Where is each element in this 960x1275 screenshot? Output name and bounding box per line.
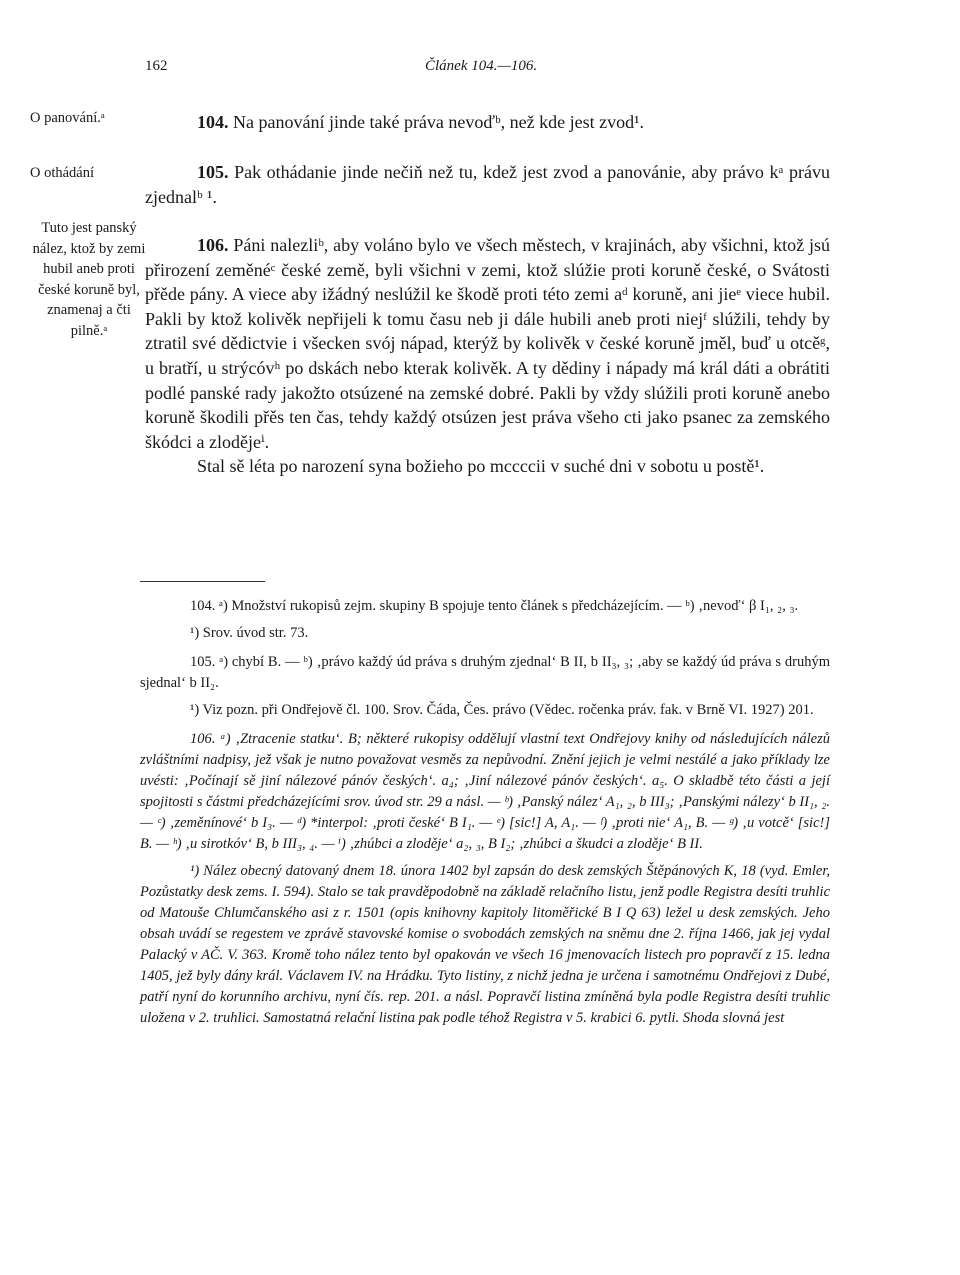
article-text: Pak othádanie jinde nečiň než tu, kdež jest zvod a panovánie, aby právo kᵃ právu zjednalᵇ ¹.: [145, 162, 830, 207]
article-text: Na panování jinde také práva nevoďᵇ, než kde jest zvod¹.: [233, 112, 644, 132]
margin-note-106: Tuto jest panský nález, ktož by zemi hubil aneb proti české koruně byl, znamenaj a čti pilně.ᵃ: [32, 220, 146, 339]
footnote-105-1: ¹) Viz pozn. při Ondřejově čl. 100. Srov. Čáda, Čes. právo (Vědec. ročenka práv. fak. v Brně VI. 1927) 201.: [190, 702, 814, 718]
footnote-separator: [140, 581, 265, 582]
running-title: Článek 104.—106.: [425, 58, 538, 74]
article-number: 104.: [197, 112, 229, 132]
article-closing: Stal sě léta po narození syna božieho po mccccii v suché dni v sobotu u postě¹.: [197, 456, 765, 477]
article-text: Páni nalezliᵇ, aby voláno bylo ve všech městech, v krajinách, aby všichni, ktož jsú přirození zeměnéᶜ české země, byli všichni v zemi, ktož slúžie proti koruně české, o Svátosti přěde pány. A viece aby ižádný neslúžil ke škodě proti této zemi aᵈ koruně, ani jieᵉ viece hubil. Pakli by ktož kolivěk nepřijeli k tomu času neb ji dále hubili aneb proti niejᶠ slúžili, tehdy by ztratil své dědictvie i všecken svój nápad, kterýž by kolivěk v české koruně jměl, buď u otcěᵍ, u bratří, u strýcóvʰ po dskách nebo kterak kolivěk. A ty dědiny i nápady má král dáti a obrátiti podlé panské rady jakožto otsúzené na zemské dobré. Pakli by vždy slúžili proti koruně anebo koruně škodili přěs ten čas, tehdy každý otsúzen jest práva všeho cti jako psanec za zemského škódci a zlodějeⁱ.: [145, 235, 831, 452]
margin-note-105: O othádání: [30, 165, 95, 181]
article-105: [145, 160, 830, 209]
margin-note-104: O panování.ᵃ: [30, 110, 105, 126]
article-104: [145, 110, 830, 135]
footnote-106-1: ¹) Nález obecný datovaný dnem 18. února 1402 byl zapsán do desk zemských Štěpánových K, 18 (vyd. Emler, Pozůstatky desk zems. I. 594). Stalo se tak pravděpodobně na základě relačního listu, jenž podle Registra desíti truhlic od Matouše Chlumčanského asi z r. 1501 (opis knihovny kapitoly litoměřické B I Q 63) ležel u desk zemských. Jeho obsah uvádí se regestem ve zprávě stavovské komise o svobodách zemských na sněmu dne 2. října 1466, jak jej vydal Palacký v AČ. V. 363. Kromě toho nález tento byl opakován ve všech 16 jmenovacích listech pro popravčí z 15. ledna 1405, jež byly dány král. Václavem IV. na Hrádku. Tyto listiny, z nichž jedna je určena i samotnému Ondřejovi z Dubé, patří nyní do korunního archivu, nyní čís. rep. 201. a násl. Popravčí listina zmíněná byla podle Registra desíti truhlic uložena v 2. truhlici. Samostatná relační listina pak podle téhož Registra v 5. krabici 6. pytli. Shoda slovná jest: [140, 863, 830, 1026]
article-number: 106.: [197, 235, 229, 255]
footnote-105a: 105. ᵃ) chybí B. — ᵇ) ‚právo každý úd práva s druhým zjednal‘ B II, b II₃, ₃; ‚aby se každý úd práva s druhým sjednal‘ b II₂.: [140, 654, 830, 691]
article-106: [145, 233, 830, 479]
page-number: 162: [145, 58, 168, 74]
footnote-106a: 106. ᵃ) ‚Ztracenie statku‘. B; některé rukopisy oddělují vlastní text Ondřejovy knihy od následujících nálezů zvláštními nadpisy, jež však je nutno považovat vesměs za nepůvodní. Znění jejich je velmi nestálé a jako příklady lze uvésti: ‚Počínají sě jiní nálezové pánóv českých‘. a₄; ‚Jiní nálezové pánóv českých‘. a₅. O skladbě této části a její spojitosti s částmi předcházejícími srov. úvod str. 29 a násl. — ᵇ) ‚Panský nález‘ A₁, ₂, b III₃; ‚Panskými nálezy‘ b II₁, ₂. — ᶜ) ‚zeměnínové‘ b I₃. — ᵈ) *interpol: ‚proti české‘ B I₁. — ᵉ) [sic!] A, A₁. — ᶠ) ‚proti nie‘ A₁, B. — ᵍ) ‚u votcě‘ [sic!] B. — ʰ) ‚u sirotkóv‘ B, b III₃, ₄. — ⁱ) ‚zhúbci a zloděje‘ a₂, ₃, B I₂; ‚zhúbci a škudci a zloděje‘ B II.: [140, 731, 830, 852]
article-number: 105.: [197, 162, 229, 182]
footnote-104a: 104. ᵃ) Množství rukopisů zejm. skupiny B spojuje tento článek s předcházejícím. — ᵇ) ‚nevoď‘ β I₁, ₂, ₃.: [190, 598, 799, 614]
footnote-104-1: ¹) Srov. úvod str. 73.: [190, 625, 309, 641]
footnotes: [140, 596, 830, 1029]
